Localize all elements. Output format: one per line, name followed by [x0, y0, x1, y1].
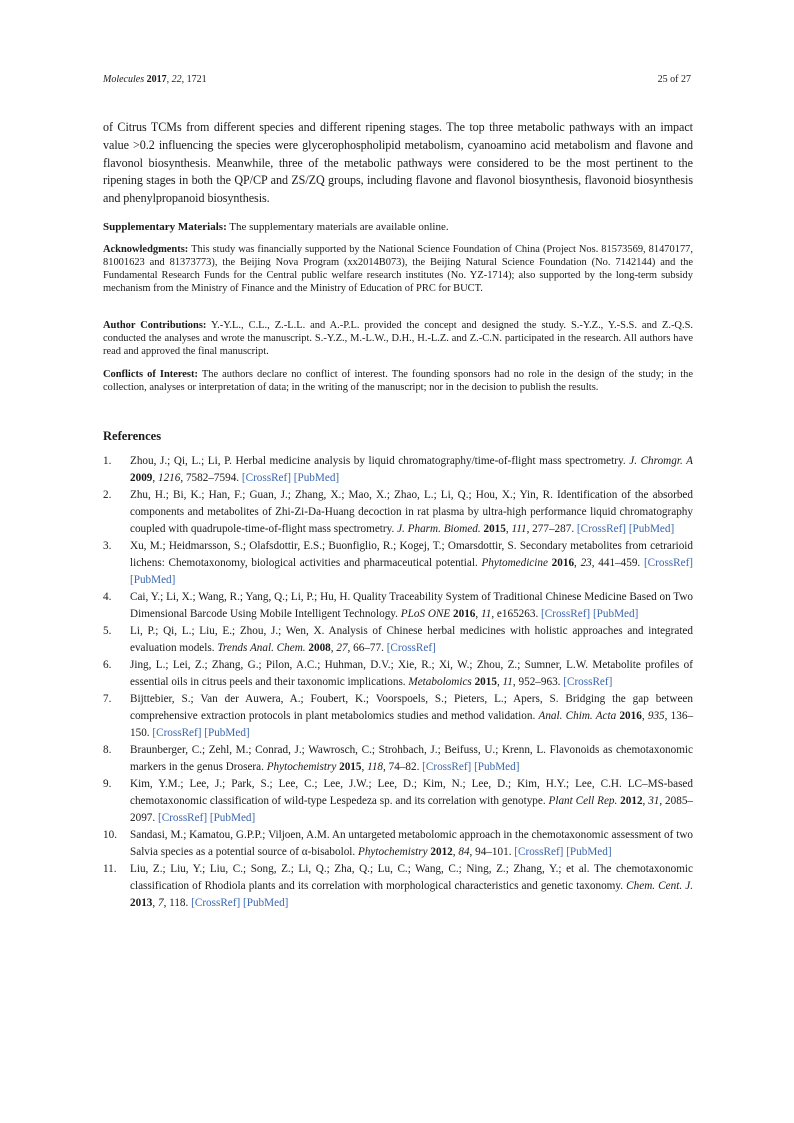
reference-number: 7.: [103, 693, 112, 705]
reference-item: 4. Cai, Y.; Li, X.; Wang, R.; Yang, Q.; Li, P.; Hu, H. Quality Traceability System of Traditional Chinese Medicine Based on Two Dimensional Barcode Using Mobile Intelligent Technology. PLoS ONE 2016, 11, e165263. [CrossRef] [PubMed]: [103, 591, 693, 620]
reference-number: 11.: [103, 863, 117, 875]
reference-number: 1.: [103, 455, 112, 467]
crossref-link[interactable]: [CrossRef]: [157, 812, 208, 824]
reference-year: 2012: [620, 795, 643, 807]
reference-year: 2015: [483, 523, 506, 535]
contributions-text: Y.-Y.L., C.L., Z.-L.L. and A.-P.L. provided the concept and designed the study. S.-Y.Z., Y.-S.S. and Z.-Q.S. conducted the analyses and wrote the manuscript. S.-Y.Z., M.-L.W., D.H., H.-L.Z. and Z.-C.N. participated in the research. All authors have read and approved the final manuscript.: [103, 320, 693, 358]
supplementary-materials: [103, 221, 693, 234]
crossref-link[interactable]: [CrossRef]: [514, 846, 564, 858]
reference-number: 2.: [103, 489, 112, 501]
conflicts-label: Conflicts of Interest:: [103, 369, 198, 380]
reference-volume: 7: [157, 897, 164, 909]
reference-volume: 23: [580, 557, 592, 569]
references-heading: References: [103, 429, 162, 443]
reference-authors-title: Xu, M.; Heidmarsson, S.; Olafsdottir, E.S.; Buonfiglio, R.; Kogej, T.; Omarsdottir, S. Secondary metabolites from cetrarioid lichens: Chemotaxonomy, biological activities and pharmaceutical potential.: [130, 540, 693, 569]
reference-item: 1. Zhou, J.; Qi, L.; Li, P. Herbal medicine analysis by liquid chromatography/time-of-flight mass spectrometry. J. Chromgr. A 2009, 1216, 7582–7594. [CrossRef] [PubMed]: [103, 455, 693, 484]
reference-item: 11. Liu, Z.; Liu, Y.; Liu, C.; Song, Z.; Li, Q.; Zha, Q.; Lu, C.; Wang, C.; Ning, Z.; Zhang, Y.; et al. The chemotaxonomic classification of Rhodiola plants and its correlation with morphological characteristics and genetic taxonomy. Chem. Cent. J. 2013, 7, 118. [CrossRef] [PubMed]: [103, 863, 693, 909]
reference-pages: 118.: [169, 897, 189, 909]
reference-item: 5. Li, P.; Qi, L.; Liu, E.; Zhou, J.; Wen, X. Analysis of Chinese herbal medicines with holistic approaches and integrated evaluation models. Trends Anal. Chem. 2008, 27, 66–77. [CrossRef]: [103, 625, 693, 654]
reference-volume: 118: [367, 761, 384, 773]
pubmed-link[interactable]: [PubMed]: [628, 523, 675, 535]
author-contributions: [103, 319, 693, 358]
reference-pages: 136–150.: [130, 710, 694, 739]
reference-list: [103, 453, 693, 912]
reference-pages: 2085–2097.: [130, 795, 694, 824]
reference-item: 3. Xu, M.; Heidmarsson, S.; Olafsdottir, E.S.; Buonfiglio, R.; Kogej, T.; Omarsdottir, S. Secondary metabolites from cetrarioid lichens: Chemotaxonomy, biological activities and pharmaceutical potential. Phytomedicine 2016, 23, 441–459. [CrossRef] [PubMed]: [103, 540, 694, 586]
crossref-link[interactable]: [CrossRef]: [576, 523, 627, 535]
reference-year: 2013: [130, 897, 153, 909]
crossref-link[interactable]: [CrossRef]: [541, 608, 591, 620]
reference-volume: 1216: [157, 472, 181, 484]
reference-year: 2016: [619, 710, 642, 722]
article-number: 1721: [186, 74, 207, 85]
reference-authors-title: Kim, Y.M.; Lee, J.; Park, S.; Lee, C.; Lee, J.W.; Lee, D.; Kim, N.; Lee, D.; Kim, H.Y.; Lee, C.H. LC–MS-based chemotaxonomic classification of wild-type Lespedeza sp. and its correlation with genotype.: [130, 778, 693, 807]
reference-item: 2. Zhu, H.; Bi, K.; Han, F.; Guan, J.; Zhang, X.; Mao, X.; Zhao, L.; Li, Q.; Hou, X.; Yin, R. Identification of the absorbed components and metabolites of Zhi-Zi-Da-Huang decoction in rat plasma by ultra-high performance liquid chromatography coupled with quadrupole-time-of-flight mass spectrometry. J. Pharm. Biomed. 2015, 111, 277–287. [CrossRef] [PubMed]: [103, 489, 693, 535]
reference-year: 2012: [430, 846, 453, 858]
reference-journal: Phytochemistry: [358, 846, 428, 858]
reference-journal: Trends Anal. Chem.: [217, 642, 306, 654]
acknowledgments-label: Acknowledgments:: [103, 244, 189, 255]
reference-volume: 84: [458, 846, 470, 858]
reference-number: 9.: [103, 778, 112, 790]
reference-authors-title: Sandasi, M.; Kamatou, G.P.P.; Viljoen, A.M. An untargeted metabolomic approach in the chemotaxonomic assessment of two Salvia species as a potential source of α-bisabolol.: [130, 829, 693, 858]
crossref-link[interactable]: [CrossRef]: [563, 676, 613, 688]
reference-number: 4.: [103, 591, 112, 603]
reference-year: 2016: [551, 557, 575, 569]
crossref-link[interactable]: [CrossRef]: [152, 727, 202, 739]
crossref-link[interactable]: [CrossRef]: [241, 472, 291, 484]
reference-item: 8. Braunberger, C.; Zehl, M.; Conrad, J.; Wawrosch, C.; Strohbach, J.; Beifuss, U.; Krenn, L. Flavonoids as chemotaxonomic markers in the genus Drosera. Phytochemistry 2015, 118, 74–82. [CrossRef] [PubMed]: [103, 744, 693, 773]
reference-pages: 94–101.: [475, 846, 512, 858]
reference-number: 10.: [103, 829, 117, 841]
journal-year: 2017: [146, 74, 167, 85]
supplementary-label: Supplementary Materials:: [103, 221, 227, 233]
reference-item: 9. Kim, Y.M.; Lee, J.; Park, S.; Lee, C.; Lee, J.W.; Lee, D.; Kim, N.; Lee, D.; Kim, H.Y.; Lee, C.H. LC–MS-based chemotaxonomic classification of wild-type Lespedeza sp. and its correlation with genotype. Plant Cell Rep. 2012, 31, 2085–2097. [CrossRef] [PubMed]: [103, 778, 694, 824]
reference-journal: Plant Cell Rep.: [548, 795, 618, 807]
reference-pages: e165263.: [496, 608, 539, 620]
body-paragraph: of Citrus TCMs from different species and different ripening stages. The top three metabolic pathways with an impact value >0.2 influencing the species were glycerophospholipid metabolism, cyanoamino acid metabolism and flavone and flavonol biosynthesis. Meanwhile, three of the metabolic pathways were considered to be the most pertinent to the ripening stages in both the QP/CP and ZS/ZQ groups, including flavone and flavonol biosynthesis, flavonoid biosynthesis and phenylpropanoid biosynthesis.: [103, 120, 693, 206]
supplementary-text: The supplementary materials are available online.: [229, 221, 449, 233]
reference-authors-title: Zhu, H.; Bi, K.; Han, F.; Guan, J.; Zhang, X.; Mao, X.; Zhao, L.; Li, Q.; Hou, X.; Yin, R. Identification of the absorbed components and metabolites of Zhi-Zi-Da-Huang decoction in rat plasma by ultra-high performance liquid chromatography coupled with quadrupole-time-of-flight mass spectrometry.: [130, 489, 693, 535]
reference-year: 2009: [130, 472, 153, 484]
reference-volume: 935: [647, 710, 665, 722]
running-header: Molecules 2017, 22, 1721 25 of 27: [103, 74, 691, 85]
reference-volume: 31: [648, 795, 660, 807]
reference-authors-title: Liu, Z.; Liu, Y.; Liu, C.; Song, Z.; Li, Q.; Zha, Q.; Lu, C.; Wang, C.; Ning, Z.; Zhang, Y.; et al. The chemotaxonomic classification of Rhodiola plants and its correlation with morphological characteristics and genetic taxonomy.: [130, 863, 693, 892]
page-number: 25 of 27: [657, 74, 691, 85]
pubmed-link[interactable]: [PubMed]: [209, 812, 256, 824]
reference-pages: 74–82.: [388, 761, 420, 773]
contributions-label: Author Contributions:: [103, 320, 207, 331]
pubmed-link[interactable]: [PubMed]: [474, 761, 520, 773]
reference-pages: 66–77.: [353, 642, 384, 654]
journal-volume: 22: [171, 74, 182, 85]
reference-number: 5.: [103, 625, 112, 637]
reference-journal: Metabolomics: [408, 676, 472, 688]
reference-number: 3.: [103, 540, 112, 552]
reference-authors-title: Bijttebier, S.; Van der Auwera, A.; Foubert, K.; Voorspoels, S.; Pieters, L.; Apers, S. Bridging the gap between comprehensive extraction protocols in plant metabolomics studies and method validation.: [130, 693, 693, 722]
crossref-link[interactable]: [CrossRef]: [191, 897, 241, 909]
pubmed-link[interactable]: [PubMed]: [243, 897, 289, 909]
reference-authors-title: Cai, Y.; Li, X.; Wang, R.; Yang, Q.; Li, P.; Hu, H. Quality Traceability System of Traditional Chinese Medicine Based on Two Dimensional Barcode Using Mobile Intelligent Technology.: [130, 591, 693, 620]
pubmed-link[interactable]: [PubMed]: [130, 574, 176, 586]
reference-volume: 27: [336, 642, 348, 654]
reference-year: 2015: [474, 676, 497, 688]
reference-authors-title: Li, P.; Qi, L.; Liu, E.; Zhou, J.; Wen, X. Analysis of Chinese herbal medicines with holistic approaches and integrated evaluation models.: [130, 625, 693, 654]
reference-item: 6. Jing, L.; Lei, Z.; Zhang, G.; Pilon, A.C.; Huhman, D.V.; Xie, R.; Xi, W.; Zhou, Z.; Sumner, L.W. Metabolite profiles of essential oils in citrus peels and their taxonomic implications. Metabolomics 2015, 11, 952–963. [CrossRef]: [103, 659, 693, 688]
reference-authors-title: Jing, L.; Lei, Z.; Zhang, G.; Pilon, A.C.; Huhman, D.V.; Xie, R.; Xi, W.; Zhou, Z.; Sumner, L.W. Metabolite profiles of essential oils in citrus peels and their taxonomic implications.: [130, 659, 693, 688]
acknowledgments-text: This study was financially supported by the National Science Foundation of China (Project Nos. 81573569, 81470177, 81001623 and 81373773), the Beijing Nova Program (xx2014B073), the Beijing Natural Science Foundation (No. 7142144) and the Fundamental Research Funds for the Central public welfare research institutes (No. YZ-1714); also supported by the long-term subsidy mechanism from the Ministry of Finance and the Ministry of Education of PRC for BUCT.: [103, 244, 694, 295]
reference-pages: 952–963.: [518, 676, 561, 688]
pubmed-link[interactable]: [PubMed]: [293, 472, 340, 484]
crossref-link[interactable]: [CrossRef]: [422, 761, 472, 773]
reference-volume: 11: [480, 608, 492, 620]
reference-year: 2015: [339, 761, 362, 773]
acknowledgments: [103, 243, 693, 295]
reference-journal: J. Chromgr. A: [629, 455, 693, 467]
conflicts-of-interest: [103, 368, 693, 394]
reference-journal: Chem. Cent. J.: [626, 880, 693, 892]
reference-journal: PLoS ONE: [400, 608, 451, 620]
reference-pages: 7582–7594.: [185, 472, 240, 484]
conflicts-text: The authors declare no conflict of interest. The founding sponsors had no role in the design of the study; in the collection, analyses or interpretation of data; in the writing of the manuscript; nor in the decision to publish the results.: [103, 369, 693, 394]
journal-name: Molecules: [103, 74, 145, 85]
reference-year: 2008: [308, 642, 331, 654]
pubmed-link[interactable]: [PubMed]: [204, 727, 250, 739]
reference-journal: Phytomedicine: [481, 557, 548, 569]
reference-item: 10. Sandasi, M.; Kamatou, G.P.P.; Viljoen, A.M. An untargeted metabolomic approach in the chemotaxonomic assessment of two Salvia species as a potential source of α-bisabolol. Phytochemistry 2012, 84, 94–101. [CrossRef] [PubMed]: [103, 829, 693, 858]
crossref-link[interactable]: [CrossRef]: [386, 642, 436, 654]
reference-authors-title: Braunberger, C.; Zehl, M.; Conrad, J.; Wawrosch, C.; Strohbach, J.; Beifuss, U.; Krenn, L. Flavonoids as chemotaxonomic markers in the genus Drosera.: [130, 744, 693, 773]
crossref-link[interactable]: [CrossRef]: [643, 557, 694, 569]
reference-authors-title: Zhou, J.; Qi, L.; Li, P. Herbal medicine analysis by liquid chromatography/time-of-flight mass spectrometry.: [130, 455, 626, 467]
reference-journal: J. Pharm. Biomed.: [397, 523, 481, 535]
reference-number: 6.: [103, 659, 112, 671]
reference-journal: Anal. Chim. Acta: [538, 710, 617, 722]
reference-year: 2016: [453, 608, 476, 620]
reference-pages: 277–287.: [532, 523, 575, 535]
reference-journal: Phytochemistry: [266, 761, 337, 773]
reference-volume: 11: [502, 676, 513, 688]
reference-pages: 441–459.: [598, 557, 641, 569]
reference-volume: 111: [511, 523, 527, 535]
pubmed-link[interactable]: [PubMed]: [592, 608, 639, 620]
pubmed-link[interactable]: [PubMed]: [566, 846, 612, 858]
reference-number: 8.: [103, 744, 112, 756]
reference-item: 7. Bijttebier, S.; Van der Auwera, A.; Foubert, K.; Voorspoels, S.; Pieters, L.; Apers, S. Bridging the gap between comprehensive extraction protocols in plant metabolomics studies and method validation. Anal. Chim. Acta 2016, 935, 136–150. [CrossRef] [PubMed]: [103, 693, 694, 739]
